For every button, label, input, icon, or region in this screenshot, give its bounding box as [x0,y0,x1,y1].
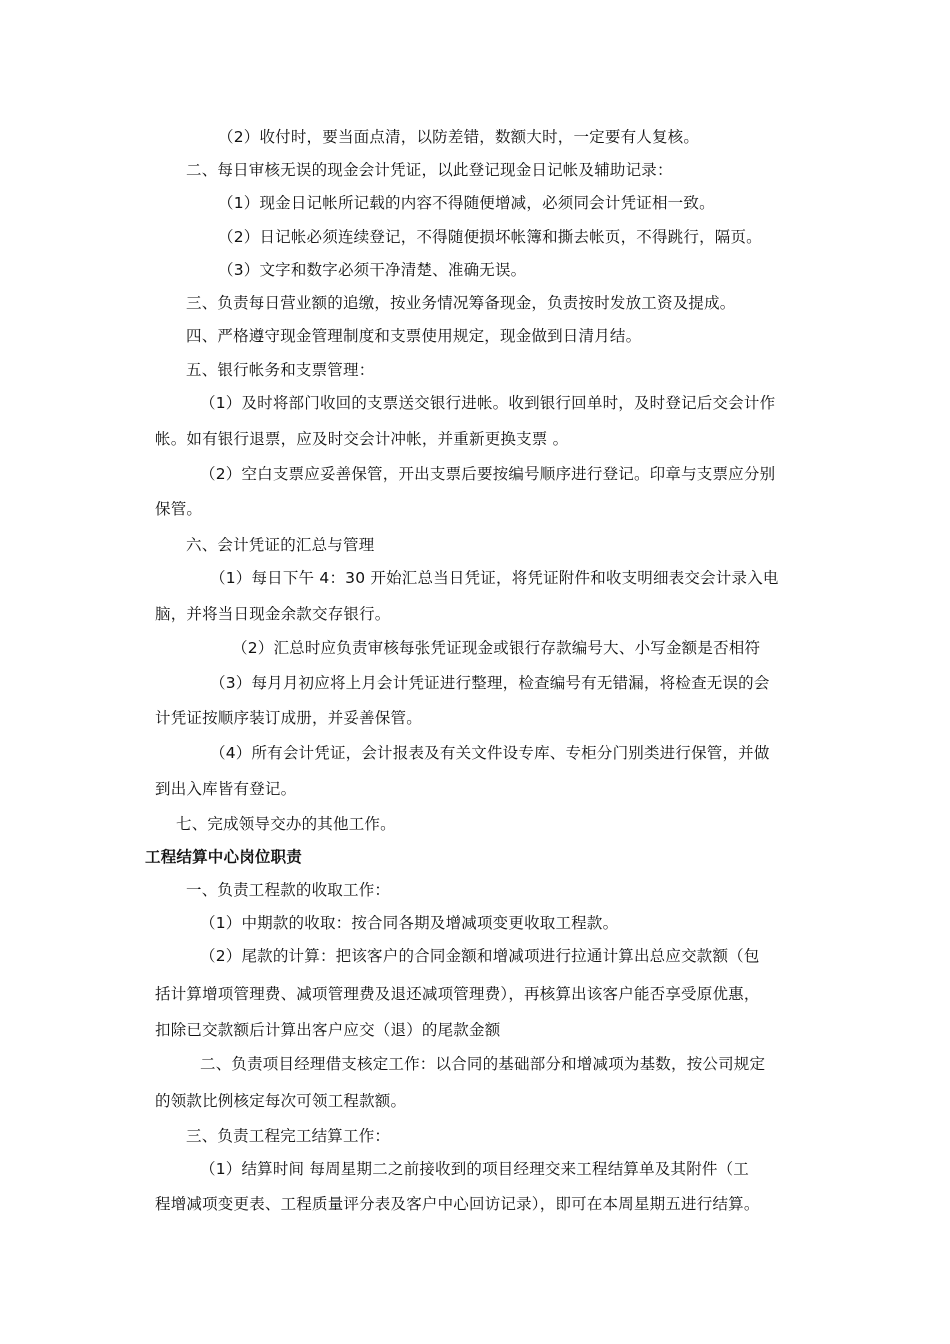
text-line: （1）结算时间 每周星期二之前接收到的项目经理交来工程结算单及其附件（工 [200,1160,749,1178]
text-line: （1）中期款的收取：按合同各期及增减项变更收取工程款。 [200,914,619,932]
text-line: 四、严格遵守现金管理制度和支票使用规定，现金做到日清月结。 [186,327,642,345]
text-line: （1）及时将部门收回的支票送交银行进帐。收到银行回单时，及时登记后交会计作 [200,394,776,412]
text-line: 扣除已交款额后计算出客户应交（退）的尾款金额 [155,1021,501,1039]
text-line: （1）现金日记帐所记载的内容不得随便增减，必须同会计凭证相一致。 [218,194,715,212]
text-line: （2）尾款的计算：把该客户的合同金额和增减项进行拉通计算出总应交款额（包 [200,947,760,965]
text-line: 七、完成领导交办的其他工作。 [176,815,396,833]
text-line: 一、负责工程款的收取工作： [186,881,391,899]
text-line: （3）每月月初应将上月会计凭证进行整理，检查编号有无错漏，将检查无误的会 [210,674,770,692]
text-line: 五、银行帐务和支票管理： [186,361,375,379]
text-line: 六、会计凭证的汇总与管理 [186,536,375,554]
text-line: 脑，并将当日现金余款交存银行。 [155,605,391,623]
text-line: （2）日记帐必须连续登记，不得随便损坏帐簿和撕去帐页，不得跳行，隔页。 [218,228,762,246]
text-line: 二、每日审核无误的现金会计凭证，以此登记现金日记帐及辅助记录： [186,161,673,179]
text-line: （3）文字和数字必须干净清楚、准确无误。 [218,261,527,279]
text-line: 帐。如有银行退票，应及时交会计冲帐，并重新更换支票 。 [155,430,569,448]
text-line: （1）每日下午 4：30 开始汇总当日凭证，将凭证附件和收支明细表交会计录入电 [210,569,779,587]
text-line: （4）所有会计凭证，会计报表及有关文件设专库、专柜分门别类进行保管，并做 [210,744,770,762]
text-line: 括计算增项管理费、减项管理费及退还减项管理费），再核算出该客户能否享受原优惠， [155,985,760,1003]
text-line: 程增减项变更表、工程质量评分表及客户中心回访记录），即可在本周星期五进行结算。 [155,1195,760,1213]
text-line: （2）空白支票应妥善保管，开出支票后要按编号顺序进行登记。印章与支票应分别 [200,465,776,483]
text-line: （2）收付时，要当面点清，以防差错，数额大时，一定要有人复核。 [218,128,700,146]
text-line: 二、负责项目经理借支核定工作：以合同的基础部分和增减项为基数，按公司规定 [200,1055,766,1073]
text-line: 到出入库皆有登记。 [155,780,297,798]
text-line: 的领款比例核定每次可领工程款额。 [155,1092,407,1110]
text-line: （2）汇总时应负责审核每张凭证现金或银行存款编号大、小写金额是否相符 [232,639,761,657]
text-line: 保管。 [155,500,203,518]
section-heading: 工程结算中心岗位职责 [145,848,303,866]
text-line: 三、负责工程完工结算工作： [186,1127,391,1145]
text-line: 计凭证按顺序装订成册，并妥善保管。 [155,709,422,727]
text-line: 三、负责每日营业额的追缴，按业务情况筹备现金，负责按时发放工资及提成。 [186,294,736,312]
